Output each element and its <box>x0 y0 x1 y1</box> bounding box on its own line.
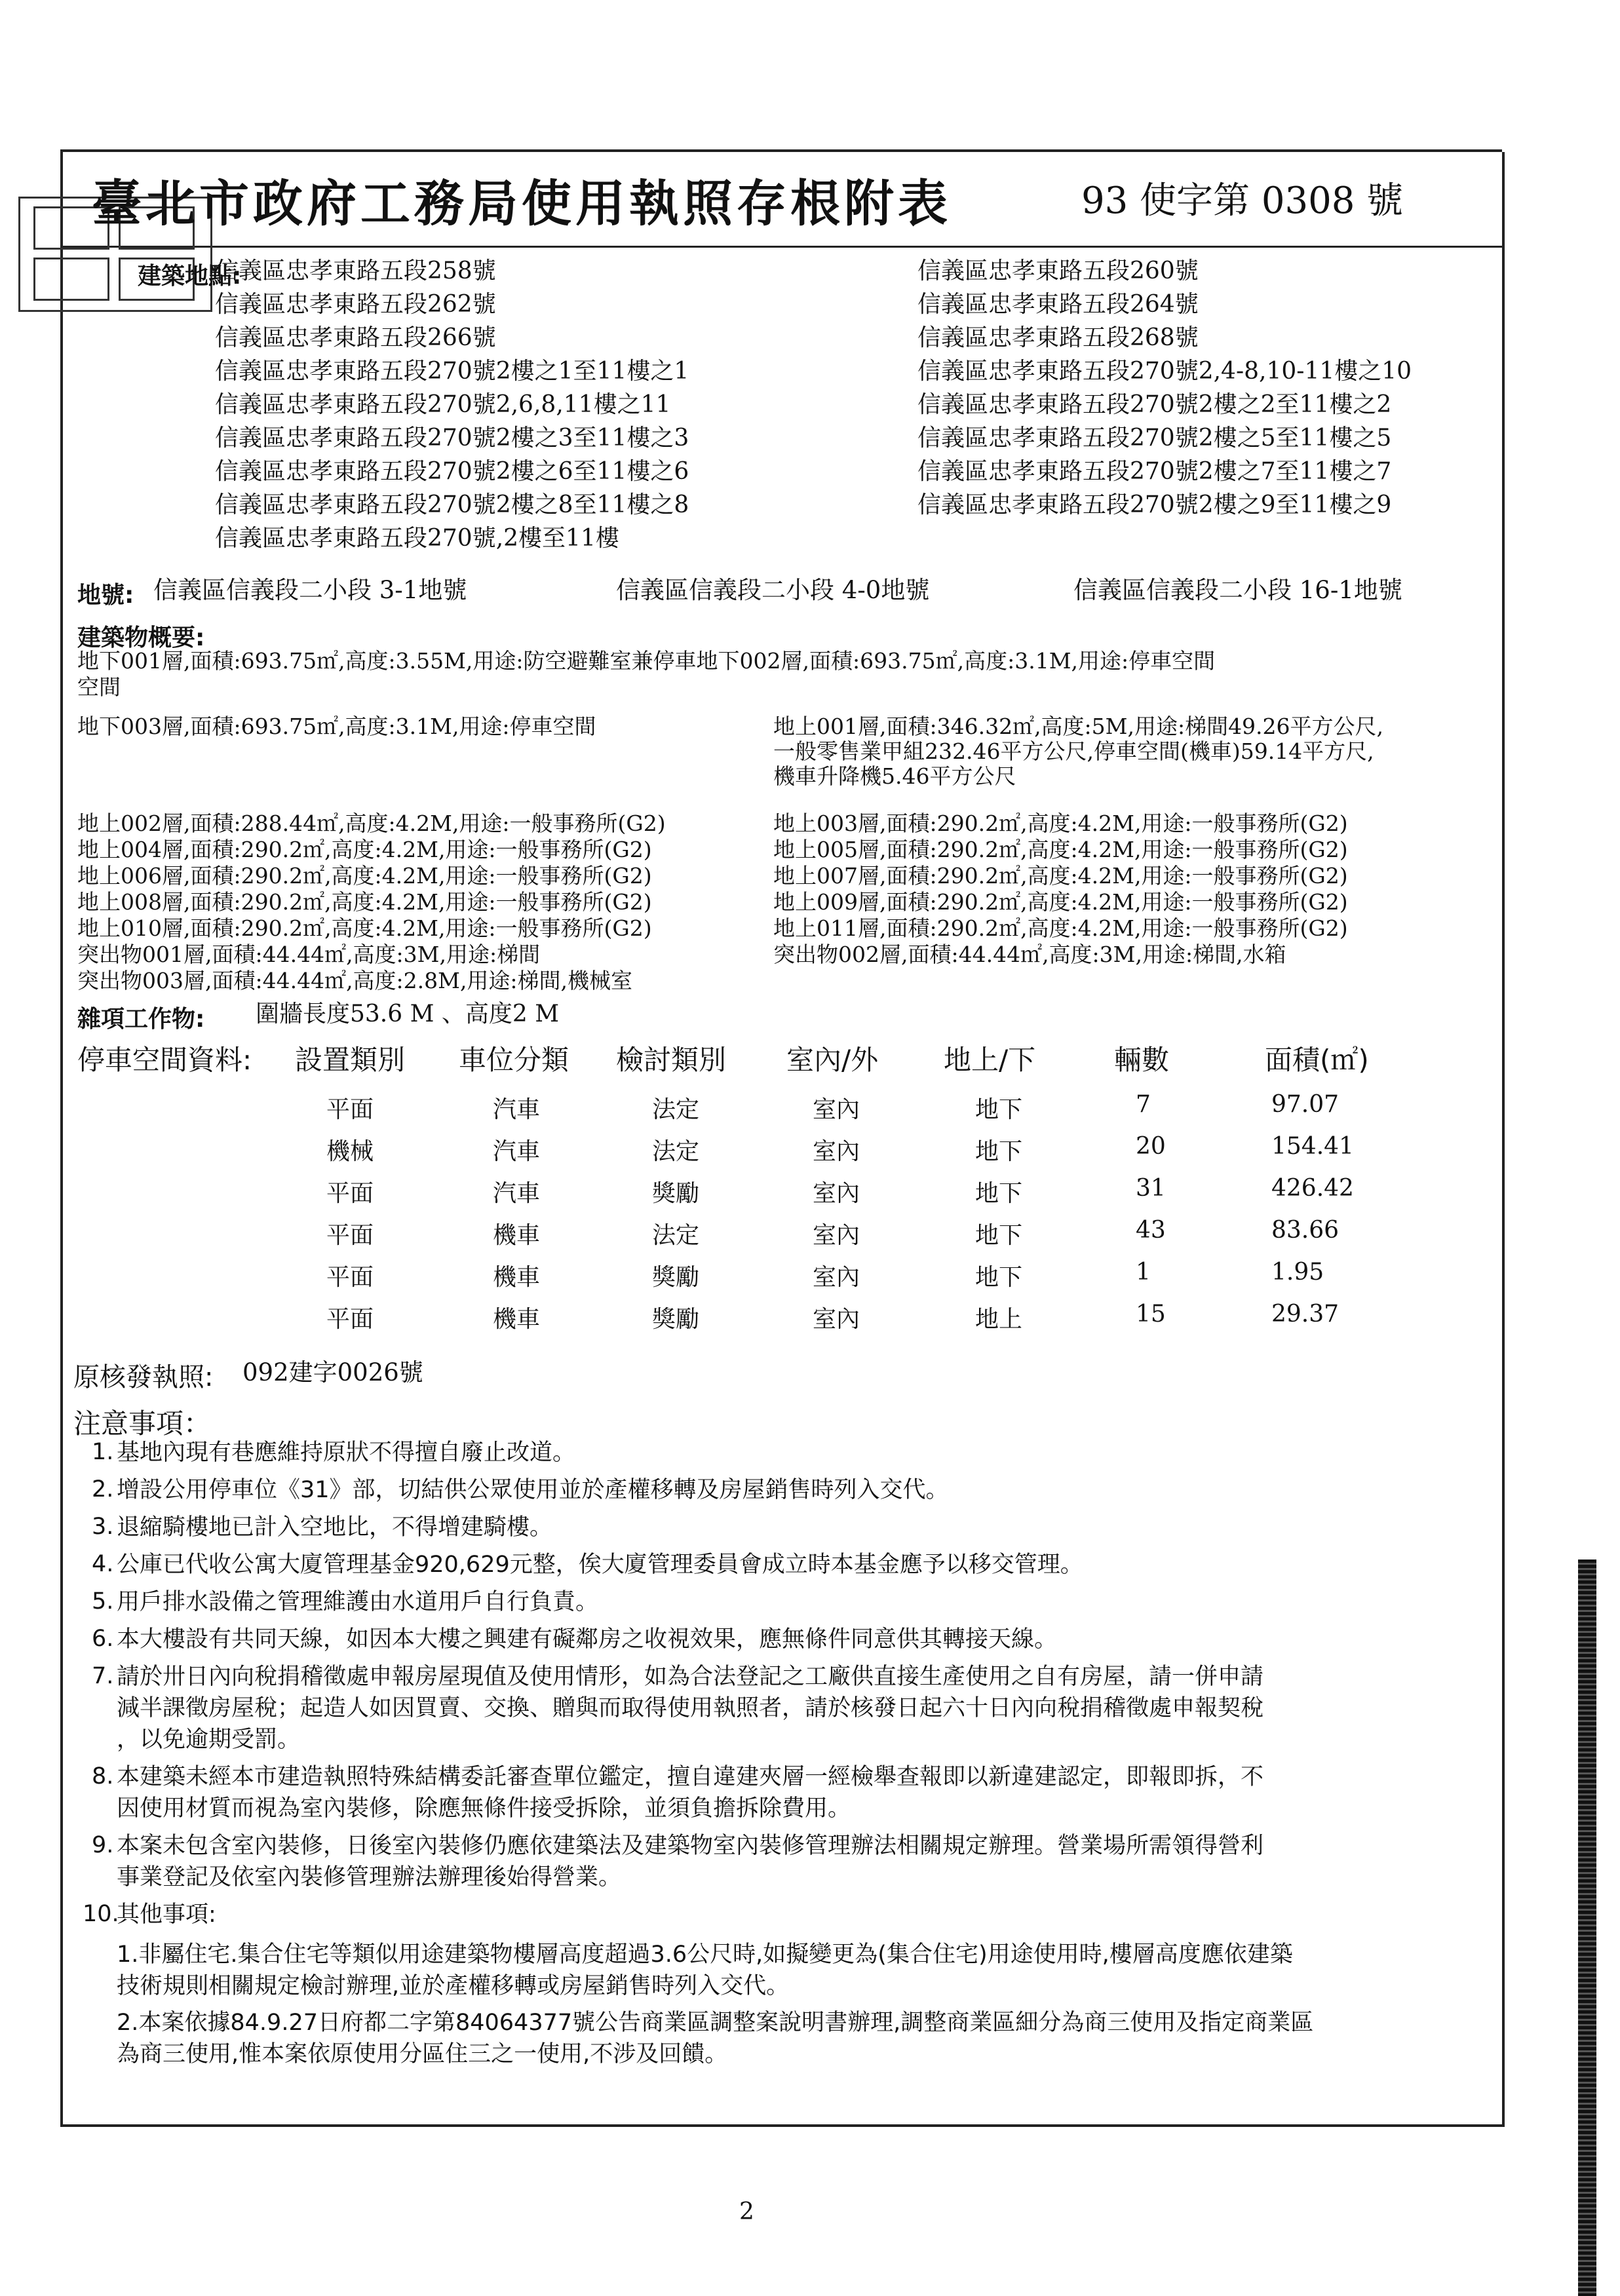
parking-cell: 83.66 <box>1271 1217 1340 1244</box>
building-floor-b3: 地下003層,面積:693.75㎡,高度:3.1M,用途:停車空間 <box>77 714 596 739</box>
parking-cell: 機械 <box>326 1138 374 1165</box>
parking-cell: 平面 <box>326 1180 374 1207</box>
parking-column-header: 檢討類別 <box>616 1044 727 1076</box>
lot-item: 信義區信義段二小段 4-0地號 <box>616 576 930 604</box>
parking-column-header: 室內/外 <box>786 1044 879 1076</box>
parking-cell: 法定 <box>652 1096 700 1123</box>
building-floor-1f <box>773 714 1383 789</box>
parking-cell: 地下 <box>975 1222 1023 1249</box>
parking-cell: 機車 <box>493 1222 541 1249</box>
note-text: 基地內現有巷應維持原狀不得擅自廢止改道。 <box>117 1440 576 1466</box>
building-floor: 地上004層,面積:290.2㎡,高度:4.2M,用途:一般事務所(G2) <box>77 837 652 862</box>
building-floor-1f-line: 地上001層,面積:346.32㎡,高度:5M,用途:梯間49.26平方公尺, <box>773 714 1384 739</box>
address-list-left <box>215 254 689 555</box>
header-rule <box>60 246 1502 248</box>
address-line: 信義區忠孝東路五段270號2樓之2至11樓之2 <box>917 391 1392 418</box>
address-list-right <box>917 254 1412 522</box>
parking-cell: 平面 <box>326 1096 374 1123</box>
note-number: 6. <box>92 1626 114 1652</box>
building-floor-1f-line: 一般零售業甲組232.46平方公尺,停車空間(機車)59.14平方尺, <box>773 738 1374 764</box>
parking-cell: 法定 <box>652 1138 700 1165</box>
parking-cell: 426.42 <box>1271 1175 1354 1202</box>
note-text: 公庫已代收公寓大廈管理基金920,629元整，俟大廈管理委員會成立時本基金應予以移交管理。 <box>117 1552 1083 1578</box>
building-floor: 突出物003層,面積:44.44㎡,高度:2.8M,用途:梯間,機械室 <box>77 968 633 993</box>
address-line: 信義區忠孝東路五段270號2樓之5至11樓之5 <box>917 425 1392 451</box>
note-number: 1. <box>92 1439 114 1465</box>
parking-cell: 機車 <box>493 1264 541 1291</box>
building-floor: 地上006層,面積:290.2㎡,高度:4.2M,用途:一般事務所(G2) <box>77 863 652 889</box>
parking-cell: 1 <box>1136 1259 1151 1286</box>
building-floor: 突出物002層,面積:44.44㎡,高度:3M,用途:梯間,水箱 <box>773 942 1286 967</box>
building-floor-1f-line: 機車升降機5.46平方公尺 <box>773 763 1016 789</box>
parking-cell: 室內 <box>813 1180 860 1207</box>
parking-cell: 獎勵 <box>652 1180 700 1207</box>
address-label: 建築地點: <box>138 263 242 290</box>
parking-cell: 室內 <box>813 1138 860 1165</box>
building-floor-wrap: 空間 <box>77 674 121 700</box>
parking-cell: 97.07 <box>1271 1091 1340 1118</box>
parking-column-header: 面積(㎡) <box>1265 1044 1369 1076</box>
address-line: 信義區忠孝東路五段270號2樓之9至11樓之9 <box>917 491 1392 518</box>
lot-item: 信義區信義段二小段 3-1地號 <box>153 576 467 604</box>
address-line: 信義區忠孝東路五段270號2樓之6至11樓之6 <box>215 458 689 485</box>
address-line: 信義區忠孝東路五段270號2,6,8,11樓之11 <box>215 391 671 418</box>
note-text: 用戶排水設備之管理維護由水道用戶自行負責。 <box>117 1589 599 1615</box>
parking-cell: 室內 <box>813 1306 860 1333</box>
building-floor-b1-b2: 地下001層,面積:693.75㎡,高度:3.55M,用途:防空避難室兼停車地下002層,面積:693.75㎡,高度:3.1M,用途:停車空間 <box>77 648 1216 674</box>
parking-cell: 7 <box>1136 1091 1151 1118</box>
lot-label: 地號: <box>77 582 134 609</box>
parking-cell: 法定 <box>652 1222 700 1249</box>
note-text: 本建築未經本市建造執照特殊結構委託審查單位鑑定，擅自違建夾層一經檢舉查報即以新違建認定，即報即拆，不 <box>117 1764 1264 1790</box>
address-line: 信義區忠孝東路五段270號2,4-8,10-11樓之10 <box>917 358 1412 385</box>
page-number: 2 <box>739 2198 754 2225</box>
parking-cell: 汽車 <box>493 1096 541 1123</box>
parking-column-header: 輛數 <box>1114 1044 1170 1076</box>
parking-cell: 室內 <box>813 1264 860 1291</box>
binder-edge <box>1578 1559 1596 2296</box>
other-note-line: 2.本案依據84.9.27日府都二字第84064377號公告商業區調整案說明書辦理,調整商業區細分為商三使用及指定商業區 <box>117 2010 1314 2036</box>
original-permit-value: 092建字0026號 <box>242 1358 423 1387</box>
parking-column-header: 地上/下 <box>944 1044 1036 1076</box>
address-line: 信義區忠孝東路五段264號 <box>917 291 1199 318</box>
note-text: 請於卅日內向稅捐稽徵處申報房屋現值及使用情形，如為合法登記之工廠供直接生產使用之自有房屋，請一併申請 <box>117 1664 1264 1690</box>
parking-cell: 15 <box>1136 1301 1166 1328</box>
note-number: 9. <box>92 1832 114 1858</box>
note-number: 4. <box>92 1551 114 1577</box>
parking-cell: 地下 <box>975 1096 1023 1123</box>
note-number: 5. <box>92 1588 114 1615</box>
parking-column-header: 車位分類 <box>459 1044 569 1076</box>
note-text: 因使用材質而視為室內裝修，除應無條件接受拆除，並須負擔拆除費用。 <box>117 1795 851 1822</box>
parking-cell: 地上 <box>975 1306 1023 1333</box>
note-number: 3. <box>92 1514 114 1540</box>
note-text: ，以免逾期受罰。 <box>117 1727 301 1753</box>
parking-cell: 室內 <box>813 1096 860 1123</box>
address-line: 信義區忠孝東路五段266號 <box>215 324 496 351</box>
note-text: 減半課徵房屋稅；起造人如因買賣、交換、贈與而取得使用執照者，請於核發日起六十日內向稅捐稽徵處申報契稅 <box>117 1695 1264 1721</box>
address-line: 信義區忠孝東路五段270號2樓之1至11樓之1 <box>215 358 689 385</box>
notes-label: 注意事項： <box>73 1407 212 1440</box>
parking-cell: 29.37 <box>1271 1301 1340 1328</box>
address-line: 信義區忠孝東路五段270號,2樓至11樓 <box>215 525 619 552</box>
building-floor: 地上009層,面積:290.2㎡,高度:4.2M,用途:一般事務所(G2) <box>773 889 1348 915</box>
parking-cell: 獎勵 <box>652 1264 700 1291</box>
note-text: 事業登記及依室內裝修管理辦法辦理後始得營業。 <box>117 1864 622 1890</box>
note-number: 10. <box>83 1901 119 1927</box>
address-line: 信義區忠孝東路五段268號 <box>917 324 1199 351</box>
parking-cell: 31 <box>1136 1175 1166 1202</box>
parking-cell: 平面 <box>326 1264 374 1291</box>
building-floor: 地上002層,面積:288.44㎡,高度:4.2M,用途:一般事務所(G2) <box>77 811 666 836</box>
note-text: 其他事項: <box>117 1902 216 1928</box>
parking-cell: 機車 <box>493 1306 541 1333</box>
address-line: 信義區忠孝東路五段258號 <box>215 258 496 284</box>
address-line: 信義區忠孝東路五段270號2樓之3至11樓之3 <box>215 425 689 451</box>
building-floor: 突出物001層,面積:44.44㎡,高度:3M,用途:梯間 <box>77 942 541 967</box>
note-text: 增設公用停車位《31》部，切結供公眾使用並於產權移轉及房屋銷售時列入交代。 <box>117 1477 949 1503</box>
parking-label: 停車空間資料: <box>77 1044 252 1076</box>
building-floor: 地上011層,面積:290.2㎡,高度:4.2M,用途:一般事務所(G2) <box>773 915 1348 941</box>
parking-cell: 地下 <box>975 1264 1023 1291</box>
address-line: 信義區忠孝東路五段262號 <box>215 291 496 318</box>
building-label: 建築物概要: <box>77 624 205 651</box>
page-title: 臺北市政府工務局使用執照存根附表 <box>92 174 952 233</box>
parking-cell: 平面 <box>326 1222 374 1249</box>
lot-item: 信義區信義段二小段 16-1地號 <box>1073 576 1402 604</box>
note-text: 本大樓設有共同天線，如因本大樓之興建有礙鄰房之收視效果，應無條件同意供其轉接天線。 <box>117 1626 1058 1653</box>
other-note-line: 技術規則相關規定檢討辦理,並於產權移轉或房屋銷售時列入交代。 <box>117 1973 790 1999</box>
parking-cell: 獎勵 <box>652 1306 700 1333</box>
note-text: 退縮騎樓地已計入空地比，不得增建騎樓。 <box>117 1514 553 1540</box>
misc-label: 雜項工作物: <box>77 1006 205 1033</box>
original-permit-label: 原核發執照: <box>73 1362 214 1392</box>
building-floor: 地上005層,面積:290.2㎡,高度:4.2M,用途:一般事務所(G2) <box>773 837 1348 862</box>
parking-column-header: 設置類別 <box>295 1044 406 1076</box>
parking-cell: 汽車 <box>493 1180 541 1207</box>
parking-cell: 154.41 <box>1271 1133 1354 1160</box>
address-line: 信義區忠孝東路五段270號2樓之8至11樓之8 <box>215 491 689 518</box>
parking-cell: 地下 <box>975 1180 1023 1207</box>
permit-number: 93 使字第 0308 號 <box>1081 180 1404 222</box>
building-floor: 地上010層,面積:290.2㎡,高度:4.2M,用途:一般事務所(G2) <box>77 915 652 941</box>
building-floor: 地上003層,面積:290.2㎡,高度:4.2M,用途:一般事務所(G2) <box>773 811 1348 836</box>
parking-cell: 平面 <box>326 1306 374 1333</box>
parking-cell: 地下 <box>975 1138 1023 1165</box>
note-number: 7. <box>92 1663 114 1689</box>
misc-value: 圍牆長度53.6 M 、高度2 M <box>256 1001 560 1027</box>
building-floor: 地上008層,面積:290.2㎡,高度:4.2M,用途:一般事務所(G2) <box>77 889 652 915</box>
note-number: 2. <box>92 1476 114 1502</box>
parking-cell: 20 <box>1136 1133 1166 1160</box>
parking-cell: 1.95 <box>1271 1259 1324 1286</box>
other-note-line: 1.非屬住宅.集合住宅等類似用途建築物樓層高度超過3.6公尺時,如擬變更為(集合住宅)用途使用時,樓層高度應依建築 <box>117 1942 1293 1968</box>
parking-cell: 汽車 <box>493 1138 541 1165</box>
building-floor: 地上007層,面積:290.2㎡,高度:4.2M,用途:一般事務所(G2) <box>773 863 1348 889</box>
address-line: 信義區忠孝東路五段260號 <box>917 258 1199 284</box>
note-number: 8. <box>92 1763 114 1789</box>
other-note-line: 為商三使用,惟本案依原使用分區住三之一使用,不涉及回饋。 <box>117 2041 728 2067</box>
note-text: 本案未包含室內裝修，日後室內裝修仍應依建築法及建築物室內裝修管理辦法相關規定辦理。營業場所需領得營利 <box>117 1833 1264 1859</box>
parking-cell: 43 <box>1136 1217 1166 1244</box>
address-line: 信義區忠孝東路五段270號2樓之7至11樓之7 <box>917 458 1392 485</box>
parking-cell: 室內 <box>813 1222 860 1249</box>
